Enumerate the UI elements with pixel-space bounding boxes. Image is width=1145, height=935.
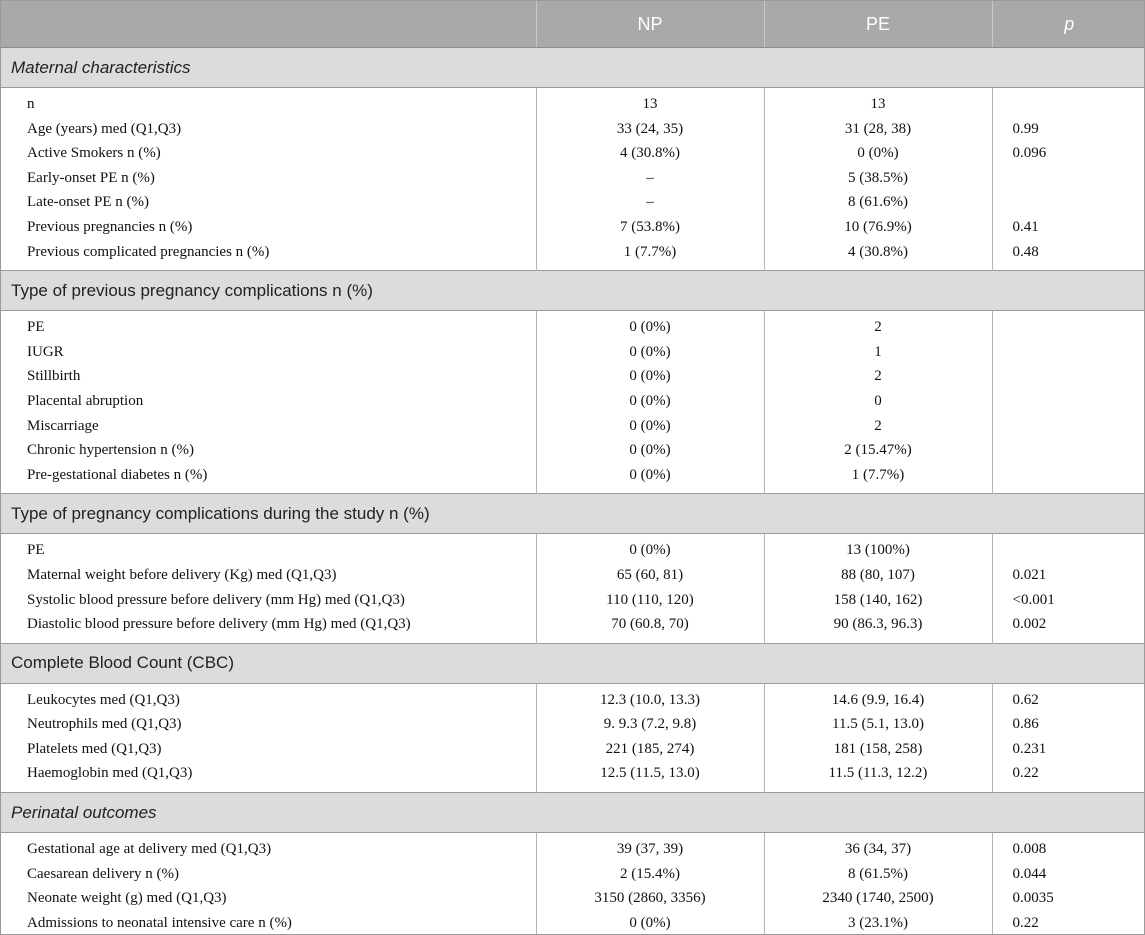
np-value: 12.3 (10.0, 13.3) bbox=[536, 683, 764, 712]
np-value: 0 (0%) bbox=[536, 463, 764, 494]
p-value bbox=[992, 414, 1145, 439]
row-label: Active Smokers n (%) bbox=[1, 141, 536, 166]
pe-value: 0 (0%) bbox=[764, 141, 992, 166]
table-row bbox=[1, 534, 1145, 563]
np-value: 110 (110, 120) bbox=[536, 588, 764, 613]
p-value: 0.0035 bbox=[1012, 890, 1054, 907]
table-row bbox=[1, 414, 1145, 439]
section-header bbox=[1, 793, 1145, 833]
np-value: 0 (0%) bbox=[536, 534, 764, 563]
table-row bbox=[1, 862, 1145, 887]
table-body bbox=[1, 48, 1145, 935]
np-value: 4 (30.8%) bbox=[536, 141, 764, 166]
table-row bbox=[1, 141, 1145, 166]
row-label: Pre-gestational diabetes n (%) bbox=[1, 463, 536, 494]
p-value: 0.044 bbox=[1012, 865, 1047, 882]
row-label: Placental abruption bbox=[1, 389, 536, 414]
row-label: Admissions to neonatal intensive care n (%) bbox=[1, 911, 536, 935]
p-value: <0.001 bbox=[1012, 591, 1055, 608]
np-value: 0 (0%) bbox=[536, 311, 764, 340]
pe-value: 181 (158, 258) bbox=[764, 737, 992, 762]
table-row bbox=[1, 463, 1145, 494]
section-title: Maternal characteristics bbox=[1, 48, 1145, 88]
np-value: 13 bbox=[536, 88, 764, 117]
np-value: 0 (0%) bbox=[536, 364, 764, 389]
row-label: PE bbox=[1, 534, 536, 563]
pe-value: 13 bbox=[764, 88, 992, 117]
table-row bbox=[1, 612, 1145, 643]
p-value: 0.86 bbox=[1012, 716, 1039, 733]
table-row bbox=[1, 833, 1145, 862]
section-title: Perinatal outcomes bbox=[1, 793, 1145, 833]
pe-value: 88 (80, 107) bbox=[764, 563, 992, 588]
p-value bbox=[992, 166, 1145, 191]
section-title: Complete Blood Count (CBC) bbox=[1, 643, 1145, 683]
pe-value: 0 bbox=[764, 389, 992, 414]
row-label: Leukocytes med (Q1,Q3) bbox=[1, 683, 536, 712]
pe-value: 2 bbox=[764, 364, 992, 389]
p-value bbox=[992, 438, 1145, 463]
row-label: Gestational age at delivery med (Q1,Q3) bbox=[1, 833, 536, 862]
p-value: 0.021 bbox=[1012, 566, 1047, 583]
pe-value: 90 (86.3, 96.3) bbox=[764, 612, 992, 643]
section-header bbox=[1, 48, 1145, 88]
row-label: Previous complicated pregnancies n (%) bbox=[1, 240, 536, 271]
table-row bbox=[1, 240, 1145, 271]
p-value: 0.008 bbox=[1012, 841, 1047, 858]
pe-value: 10 (76.9%) bbox=[764, 215, 992, 240]
p-value: 0.22 bbox=[1012, 914, 1039, 931]
table-row bbox=[1, 761, 1145, 792]
data-table bbox=[1, 1, 1145, 935]
np-value: 65 (60, 81) bbox=[536, 563, 764, 588]
pe-value: 3 (23.1%) bbox=[764, 911, 992, 935]
p-value: 0.99 bbox=[1012, 120, 1039, 137]
pe-value: 2 (15.47%) bbox=[764, 438, 992, 463]
row-label: Age (years) med (Q1,Q3) bbox=[1, 117, 536, 142]
np-value: 0 (0%) bbox=[536, 438, 764, 463]
p-value bbox=[992, 463, 1145, 494]
row-label: Chronic hypertension n (%) bbox=[1, 438, 536, 463]
p-value bbox=[992, 88, 1145, 117]
np-value: – bbox=[536, 166, 764, 191]
np-value: – bbox=[536, 190, 764, 215]
pe-value: 8 (61.5%) bbox=[764, 862, 992, 887]
header-np-col: NP bbox=[536, 1, 764, 48]
np-value: 3150 (2860, 3356) bbox=[536, 886, 764, 911]
section-header bbox=[1, 271, 1145, 311]
table-row bbox=[1, 389, 1145, 414]
p-value: 0.231 bbox=[1012, 740, 1047, 757]
table-row bbox=[1, 340, 1145, 365]
table-row bbox=[1, 737, 1145, 762]
row-label: Caesarean delivery n (%) bbox=[1, 862, 536, 887]
table-row bbox=[1, 563, 1145, 588]
p-value: 0.62 bbox=[1012, 691, 1039, 708]
row-label: Early-onset PE n (%) bbox=[1, 166, 536, 191]
table-row bbox=[1, 886, 1145, 911]
p-value: 0.22 bbox=[1012, 765, 1039, 782]
p-value bbox=[992, 311, 1145, 340]
np-value: 0 (0%) bbox=[536, 340, 764, 365]
section-header bbox=[1, 643, 1145, 683]
table-row bbox=[1, 911, 1145, 935]
p-value: 0.41 bbox=[1012, 218, 1039, 235]
row-label: Neonate weight (g) med (Q1,Q3) bbox=[1, 886, 536, 911]
np-value: 39 (37, 39) bbox=[536, 833, 764, 862]
table-row bbox=[1, 88, 1145, 117]
header-p-col: p bbox=[992, 1, 1145, 48]
header-pe-col: PE bbox=[764, 1, 992, 48]
p-value bbox=[992, 534, 1145, 563]
pe-value: 158 (140, 162) bbox=[764, 588, 992, 613]
pe-value: 11.5 (5.1, 13.0) bbox=[764, 712, 992, 737]
pe-value: 5 (38.5%) bbox=[764, 166, 992, 191]
np-value: 7 (53.8%) bbox=[536, 215, 764, 240]
pe-value: 4 (30.8%) bbox=[764, 240, 992, 271]
p-value: 0.096 bbox=[1012, 145, 1047, 162]
row-label: Diastolic blood pressure before delivery (mm Hg) med (Q1,Q3) bbox=[1, 612, 536, 643]
p-value bbox=[992, 364, 1145, 389]
pe-value: 13 (100%) bbox=[764, 534, 992, 563]
section-title: Type of previous pregnancy complications n (%) bbox=[1, 271, 1145, 311]
row-label: Systolic blood pressure before delivery (mm Hg) med (Q1,Q3) bbox=[1, 588, 536, 613]
pe-value: 8 (61.6%) bbox=[764, 190, 992, 215]
row-label: n bbox=[1, 88, 536, 117]
p-value bbox=[992, 389, 1145, 414]
p-value: 0.002 bbox=[1012, 616, 1047, 633]
np-value: 0 (0%) bbox=[536, 414, 764, 439]
pe-value: 2340 (1740, 2500) bbox=[764, 886, 992, 911]
table-row bbox=[1, 438, 1145, 463]
table-row bbox=[1, 166, 1145, 191]
row-label: Platelets med (Q1,Q3) bbox=[1, 737, 536, 762]
table-row bbox=[1, 712, 1145, 737]
p-value bbox=[992, 190, 1145, 215]
np-value: 70 (60.8, 70) bbox=[536, 612, 764, 643]
pe-value: 2 bbox=[764, 414, 992, 439]
np-value: 2 (15.4%) bbox=[536, 862, 764, 887]
table-row bbox=[1, 364, 1145, 389]
pe-value: 1 bbox=[764, 340, 992, 365]
table-row bbox=[1, 117, 1145, 142]
np-value: 221 (185, 274) bbox=[536, 737, 764, 762]
pe-value: 2 bbox=[764, 311, 992, 340]
pe-value: 11.5 (11.3, 12.2) bbox=[764, 761, 992, 792]
table-row bbox=[1, 683, 1145, 712]
table-row bbox=[1, 215, 1145, 240]
np-value: 0 (0%) bbox=[536, 389, 764, 414]
table-row bbox=[1, 311, 1145, 340]
p-value: 0.48 bbox=[1012, 243, 1039, 260]
section-title: Type of pregnancy complications during the study n (%) bbox=[1, 494, 1145, 534]
np-value: 1 (7.7%) bbox=[536, 240, 764, 271]
p-value bbox=[992, 340, 1145, 365]
row-label: Maternal weight before delivery (Kg) med (Q1,Q3) bbox=[1, 563, 536, 588]
header-label-col bbox=[1, 1, 536, 48]
np-value: 9. 9.3 (7.2, 9.8) bbox=[536, 712, 764, 737]
np-value: 0 (0%) bbox=[536, 911, 764, 935]
row-label: Late-onset PE n (%) bbox=[1, 190, 536, 215]
np-value: 12.5 (11.5, 13.0) bbox=[536, 761, 764, 792]
row-label: Stillbirth bbox=[1, 364, 536, 389]
row-label: Miscarriage bbox=[1, 414, 536, 439]
pe-value: 1 (7.7%) bbox=[764, 463, 992, 494]
row-label: Neutrophils med (Q1,Q3) bbox=[1, 712, 536, 737]
section-header bbox=[1, 494, 1145, 534]
table-row bbox=[1, 588, 1145, 613]
table-row bbox=[1, 190, 1145, 215]
pe-value: 36 (34, 37) bbox=[764, 833, 992, 862]
row-label: PE bbox=[1, 311, 536, 340]
np-value: 33 (24, 35) bbox=[536, 117, 764, 142]
pe-value: 31 (28, 38) bbox=[764, 117, 992, 142]
row-label: Haemoglobin med (Q1,Q3) bbox=[1, 761, 536, 792]
row-label: Previous pregnancies n (%) bbox=[1, 215, 536, 240]
row-label: IUGR bbox=[1, 340, 536, 365]
header-row bbox=[1, 1, 1145, 48]
pe-value: 14.6 (9.9, 16.4) bbox=[764, 683, 992, 712]
